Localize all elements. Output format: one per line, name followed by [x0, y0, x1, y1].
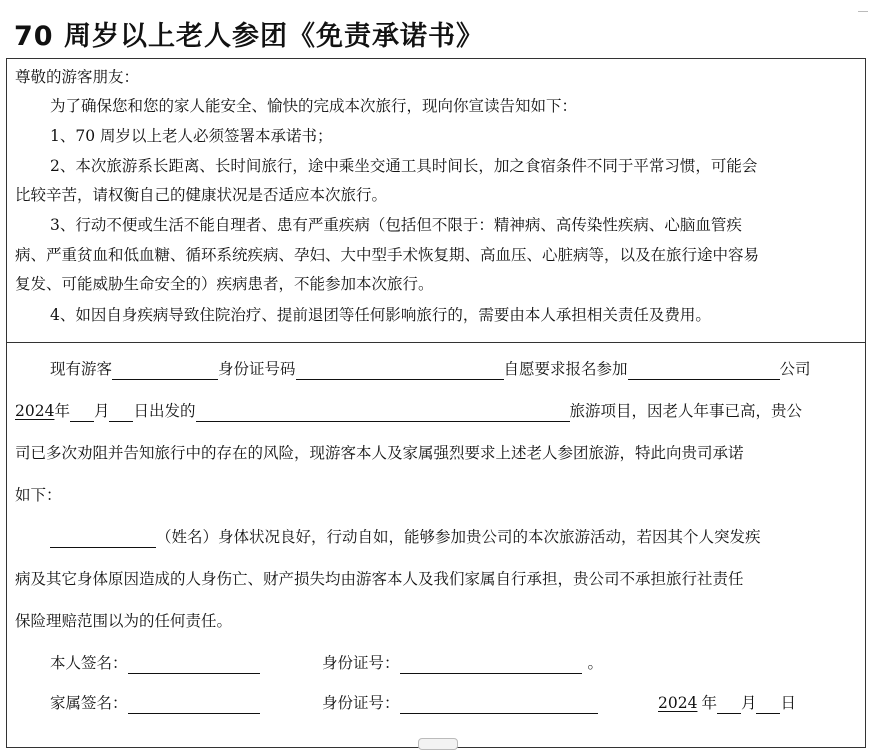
- notice-item-1: 1、70 周岁以上老人必须签署本承诺书；: [50, 127, 333, 145]
- company-label: 公司: [779, 360, 811, 378]
- notice-item-2-line-1: 2、本次旅游系长距离、长时间旅行，途中乘坐交通工具时间长，加之食宿条件不同于平常习惯，可能会: [50, 157, 758, 175]
- tour-name-blank[interactable]: [196, 403, 570, 422]
- notice-item-4: 4、如因自身疾病导致住院治疗、提前退团等任何影响旅行的，需要由本人承担相关责任及费用。: [50, 306, 711, 324]
- scroll-handle[interactable]: [418, 738, 458, 750]
- notice-item-3-line-1: 3、行动不便或生活不能自理者、患有严重疾病（包括但不限于：精神病、高传染性疾病、心脑血管疾: [50, 216, 742, 234]
- family-id-label: 身份证号：: [322, 694, 400, 712]
- greeting: 尊敬的游客朋友：: [15, 68, 140, 86]
- elder-name-blank[interactable]: [50, 529, 156, 548]
- form-line-2: [15, 400, 802, 422]
- family-id-row: [322, 692, 598, 714]
- form-line-1: [50, 358, 811, 380]
- health-statement: （姓名）身体状况良好，行动自如，能够参加贵公司的本次旅游活动，若因其个人突发疾: [156, 528, 761, 546]
- signing-day-label: 日: [780, 694, 796, 712]
- form-line-3: 司已多次劝阻并告知旅行中的存在的风险，现游客本人及家属强烈要求上述老人参团旅游，特此向贵司承诺: [15, 444, 744, 462]
- family-signature-blank[interactable]: [128, 695, 260, 714]
- form-line-7: 保险理赔范围以为的任何责任。: [15, 612, 233, 630]
- id-number-blank[interactable]: [296, 361, 504, 380]
- voluntary-label: 自愿要求报名参加: [503, 360, 628, 378]
- month-label: 月: [93, 402, 110, 420]
- period: 。: [587, 654, 604, 672]
- family-signature-row: [50, 692, 260, 714]
- form-line-5: [50, 526, 761, 548]
- departure-month-blank[interactable]: [70, 403, 94, 422]
- signing-date-row: [654, 692, 796, 714]
- departure-year[interactable]: 2024: [15, 402, 55, 420]
- self-id-label: 身份证号：: [322, 654, 400, 672]
- form-line-4: 如下：: [15, 486, 62, 504]
- tourist-name-blank[interactable]: [112, 361, 218, 380]
- document-title: 70 周岁以上老人参团《免责承诺书》: [14, 21, 484, 52]
- self-id-blank[interactable]: [400, 655, 582, 674]
- signing-day-blank[interactable]: [756, 695, 780, 714]
- section-divider: [6, 342, 866, 343]
- tourist-label: 现有游客: [50, 360, 113, 378]
- notice-item-2-line-2: 比较辛苦，请权衡自己的健康状况是否适应本次旅行。: [15, 186, 388, 204]
- signing-year-label: 年: [701, 694, 717, 712]
- signing-month-label: 月: [740, 694, 757, 712]
- self-signature-blank[interactable]: [128, 655, 260, 674]
- family-signature-label: 家属签名：: [50, 694, 128, 712]
- company-name-blank[interactable]: [628, 361, 780, 380]
- self-signature-label: 本人签名：: [50, 654, 128, 672]
- page-corner-mark: [858, 6, 868, 12]
- id-number-label: 身份证号码: [218, 360, 296, 378]
- signing-year[interactable]: 2024: [658, 694, 698, 712]
- notice-item-3-line-2: 病、严重贫血和低血糖、循环系统疾病、孕妇、大中型手术恢复期、高血压、心脏病等，以及在旅行途中容易: [15, 246, 760, 264]
- intro-text: 为了确保您和您的家人能安全、愉快的完成本次旅行，现向你宣读告知如下：: [50, 97, 578, 115]
- departure-label: 日出发的: [133, 402, 196, 420]
- notice-item-3-line-3: 复发、可能威胁生命安全的）疾病患者，不能参加本次旅行。: [15, 275, 434, 293]
- self-id-row: [322, 652, 603, 674]
- departure-day-blank[interactable]: [109, 403, 133, 422]
- form-line-6: 病及其它身体原因造成的人身伤亡、财产损失均由游客本人及我们家属自行承担，贵公司不承担旅行社责任: [15, 570, 744, 588]
- signing-month-blank[interactable]: [717, 695, 741, 714]
- family-id-blank[interactable]: [400, 695, 598, 714]
- tour-item-text: 旅游项目，因老人年事已高，贵公: [569, 402, 803, 420]
- self-signature-row: [50, 652, 260, 674]
- year-label: 年: [54, 402, 70, 420]
